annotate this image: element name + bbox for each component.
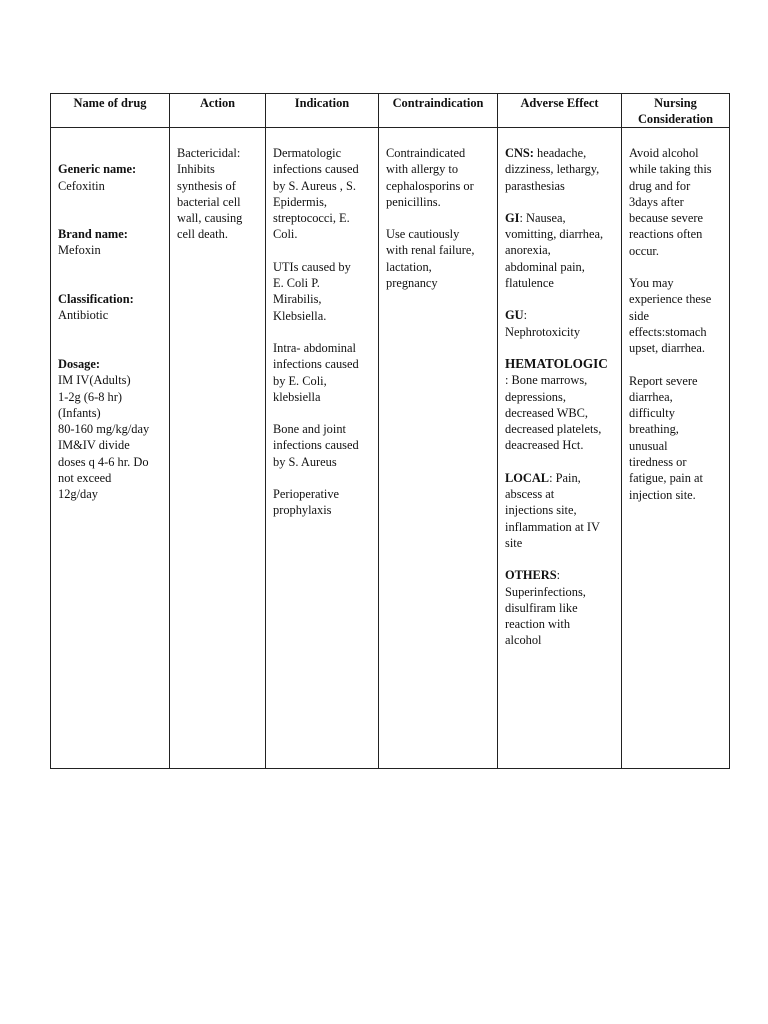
header-nursing-consideration: Nursing Consideration xyxy=(622,94,730,128)
contraindication-item: Use cautiously with renal failure, lactation, pregnancy xyxy=(386,227,475,291)
adverse-gu-text: : Nephrotoxicity xyxy=(505,308,581,339)
cell-name-of-drug xyxy=(51,128,170,769)
header-name-of-drug: Name of drug xyxy=(51,94,170,128)
drug-study-table xyxy=(50,93,730,769)
classification-block xyxy=(58,275,162,324)
adverse-others xyxy=(505,567,614,648)
adverse-gi-text: : Nausea, vomitting, diarrhea, anorexia, abdominal pain, flatulence xyxy=(505,210,604,291)
adverse-gu-label: GU xyxy=(505,308,524,323)
dosage-label: Dosage: xyxy=(58,356,100,371)
brand-name-label: Brand name: xyxy=(58,227,128,242)
cell-contraindication xyxy=(379,128,498,769)
classification-label: Classification: xyxy=(58,292,134,307)
cell-nursing-consideration xyxy=(622,128,730,769)
brand-name-value: Mefoxin xyxy=(58,243,101,258)
indication-item: UTIs caused by E. Coli P. Mirabilis, Klebsiella. xyxy=(273,259,351,323)
dosage-block xyxy=(58,340,162,503)
adverse-others-label: OTHERS xyxy=(505,568,557,583)
adverse-gu xyxy=(505,307,614,340)
adverse-cns xyxy=(505,145,614,194)
indication-item: Dermatologic infections caused by S. Aureus , S. Epidermis, streptococci, E. Coli. xyxy=(273,146,359,242)
header-adverse-effect: Adverse Effect xyxy=(498,94,622,128)
adverse-local xyxy=(505,470,614,551)
adverse-gi xyxy=(505,210,614,291)
indication-item: Bone and joint infections caused by S. Aureus xyxy=(273,422,359,469)
header-contraindication: Contraindication xyxy=(379,94,498,128)
nursing-item: Avoid alcohol while taking this drug and for 3days after because severe reactions often occur. xyxy=(629,146,712,258)
cell-action xyxy=(170,128,266,769)
nursing-item: Report severe diarrhea, difficulty breathing, unusual tiredness or fatigue, pain at injection site. xyxy=(629,373,703,502)
header-indication: Indication xyxy=(266,94,379,128)
adverse-hematologic xyxy=(505,356,614,454)
indication-item: Intra- abdominal infections caused by E. Coli, klebsiella xyxy=(273,340,359,404)
adverse-cns-label: CNS: xyxy=(505,146,534,160)
adverse-cns-text: headache, dizziness, lethargy, parasthesias xyxy=(505,146,600,193)
adverse-others-text: : Superinfections, disulfiram like reaction with alcohol xyxy=(505,568,586,648)
adverse-gi-label: GI xyxy=(505,210,520,225)
indication-item: Perioperative prophylaxis xyxy=(273,487,340,518)
brand-name-block xyxy=(58,210,162,259)
drug-row xyxy=(51,128,730,769)
header-row xyxy=(51,94,730,128)
generic-name-block xyxy=(58,145,162,194)
generic-name-label: Generic name: xyxy=(58,162,137,177)
action-text: Bactericidal: Inhibits synthesis of bacterial cell wall, causing cell death. xyxy=(177,146,243,242)
generic-name-value: Cefoxitin xyxy=(58,178,105,193)
classification-value: Antibiotic xyxy=(58,308,109,323)
cell-adverse-effect xyxy=(498,128,622,769)
adverse-hematologic-label: HEMATOLOGIC xyxy=(505,355,608,371)
adverse-hematologic-text: : Bone marrows, depressions, decreased WBC, decreased platelets, deacreased Hct. xyxy=(505,373,602,453)
adverse-local-label: LOCAL xyxy=(505,470,550,485)
adverse-local-text: : Pain, abscess at injections site, inflammation at IV site xyxy=(505,470,600,550)
contraindication-item: Contraindicated with allergy to cephalosporins or penicillins. xyxy=(386,146,474,209)
dosage-value: IM IV(Adults) 1-2g (6-8 hr) (Infants) 80-160 mg/kg/day IM&IV divide doses q 4-6 hr. Do not exceed 12g/day xyxy=(58,373,150,502)
cell-indication xyxy=(266,128,379,769)
header-action: Action xyxy=(170,94,266,128)
nursing-item: You may experience these side effects:stomach upset, diarrhea. xyxy=(629,276,712,356)
